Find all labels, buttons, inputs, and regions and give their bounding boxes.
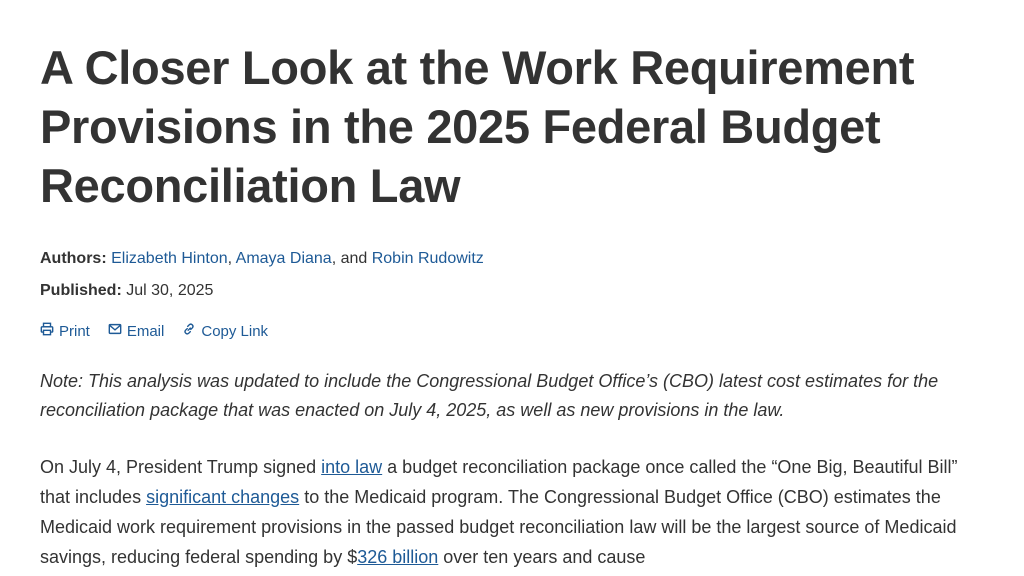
authors-line: [40, 250, 484, 268]
body-text: a budget reconciliation package once called the “One Big, Beautiful Bill” that includes: [40, 457, 958, 507]
article-title: A Closer Look at the Work Requirement Provisions in the 2025 Federal Budget Reconciliation Law: [40, 41, 915, 212]
into-law-link[interactable]: into law: [321, 457, 383, 477]
body-paragraph: [40, 452, 980, 572]
author-link-robin-rudowitz[interactable]: Robin Rudowitz: [371, 250, 484, 267]
body-text: over ten years and cause: [438, 547, 646, 567]
authors-label: Authors:: [40, 250, 107, 267]
authors-separator: ,: [227, 250, 236, 267]
author-link-elizabeth-hinton[interactable]: Elizabeth Hinton: [111, 250, 228, 267]
copy-link-button[interactable]: [182, 322, 268, 340]
email-button[interactable]: [108, 322, 165, 340]
published-line: [40, 282, 213, 300]
link-icon: [182, 322, 196, 340]
body-text: to the Medicaid program. The Congressional Budget Office (CBO) estimates the Medicaid work requirement provisions in the passed budget reconciliation law will be the largest source of Medicaid savings, reducing federal spending by $: [40, 487, 957, 567]
significant-changes-link[interactable]: significant changes: [146, 487, 300, 507]
body-text: On July 4, President Trump signed: [40, 457, 322, 477]
print-button[interactable]: [40, 322, 90, 340]
authors-separator: , and: [331, 250, 372, 267]
326-billion-link[interactable]: 326 billion: [357, 547, 439, 567]
copy-link-label: Copy Link: [201, 322, 269, 340]
author-link-amaya-diana[interactable]: Amaya Diana: [235, 250, 332, 267]
editor-note: Note: This analysis was updated to include the Congressional Budget Office’s (CBO) latest cost estimates for the reconciliation package that was enacted on July 4, 2025, as well as new provisions in the law.: [40, 371, 939, 420]
email-label: Email: [126, 322, 165, 340]
published-label: Published:: [40, 282, 122, 299]
print-label: Print: [59, 322, 90, 340]
published-date: Jul 30, 2025: [126, 282, 214, 299]
share-toolbar: [40, 322, 268, 340]
envelope-icon: [108, 322, 122, 340]
printer-icon: [40, 322, 54, 340]
